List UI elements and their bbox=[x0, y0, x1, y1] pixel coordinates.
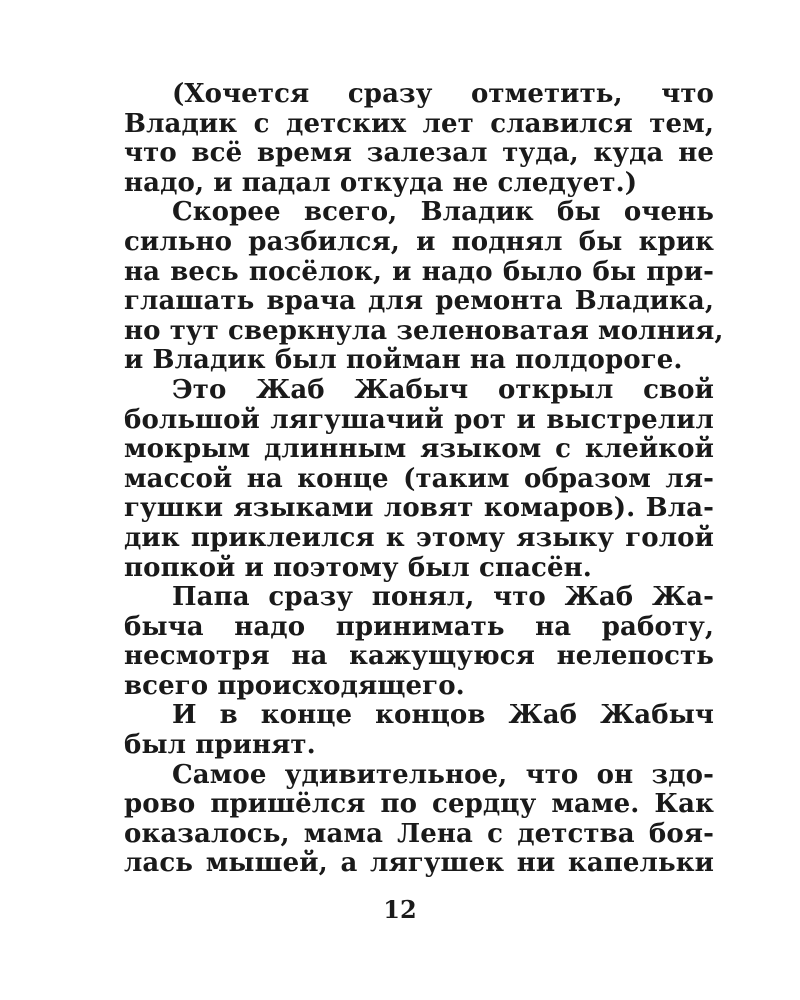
text-line: мокрым длинным языком с клейкой bbox=[124, 434, 714, 465]
text-line: был принят. bbox=[124, 730, 316, 761]
paragraph bbox=[124, 583, 714, 701]
text-line: большой лягушачий рот и выстрелил bbox=[124, 404, 714, 435]
paragraph bbox=[124, 376, 714, 583]
text-line: всего происходящего. bbox=[124, 670, 465, 701]
text-line: надо, и падал откуда не следует.) bbox=[124, 167, 638, 198]
text-line: Скорее всего, Владик бы очень bbox=[172, 197, 714, 228]
text-line: несмотря на кажущуюся нелепость bbox=[124, 641, 714, 672]
text-line: дик приклеился к этому языку голой bbox=[124, 522, 714, 553]
text-line: быча надо принимать на работу, bbox=[124, 611, 714, 642]
text-line: Владик с детских лет славился тем, bbox=[124, 108, 714, 139]
text-line: но тут сверкнула зеленоватая молния, bbox=[124, 315, 724, 346]
paragraph bbox=[124, 701, 714, 760]
paragraph bbox=[124, 197, 724, 376]
paragraph bbox=[124, 80, 714, 198]
text-line: (Хочется сразу отметить, что bbox=[172, 79, 714, 109]
text-line: рово пришёлся по сердцу маме. Как bbox=[124, 789, 714, 820]
page-number: 12 bbox=[383, 895, 417, 924]
text-line: оказалось, мама Лена с детства боя- bbox=[124, 818, 714, 849]
paragraph bbox=[124, 761, 714, 879]
text-line: и Владик был пойман на полдороге. bbox=[124, 345, 683, 376]
text-body bbox=[124, 79, 724, 879]
text-line: массой на конце (таким образом ля- bbox=[124, 463, 714, 494]
text-line: что всё время залезал туда, куда не bbox=[124, 138, 714, 169]
text-line: Самое удивительное, что он здо- bbox=[172, 759, 714, 790]
text-line: лась мышей, а лягушек ни капельки bbox=[124, 848, 714, 879]
text-line: гушки языками ловят комаров). Вла- bbox=[124, 493, 714, 524]
text-line: на весь посёлок, и надо было бы при- bbox=[124, 256, 714, 287]
text-line: глашать врача для ремонта Владика, bbox=[124, 286, 714, 317]
text-line: И в конце концов Жаб Жабыч bbox=[172, 700, 714, 731]
text-line: попкой и поэтому был спасён. bbox=[124, 552, 592, 583]
text-line: Папа сразу понял, что Жаб Жа- bbox=[172, 582, 714, 613]
text-line: Это Жаб Жабыч открыл свой bbox=[172, 374, 714, 405]
text-line: сильно разбился, и поднял бы крик bbox=[124, 226, 714, 257]
